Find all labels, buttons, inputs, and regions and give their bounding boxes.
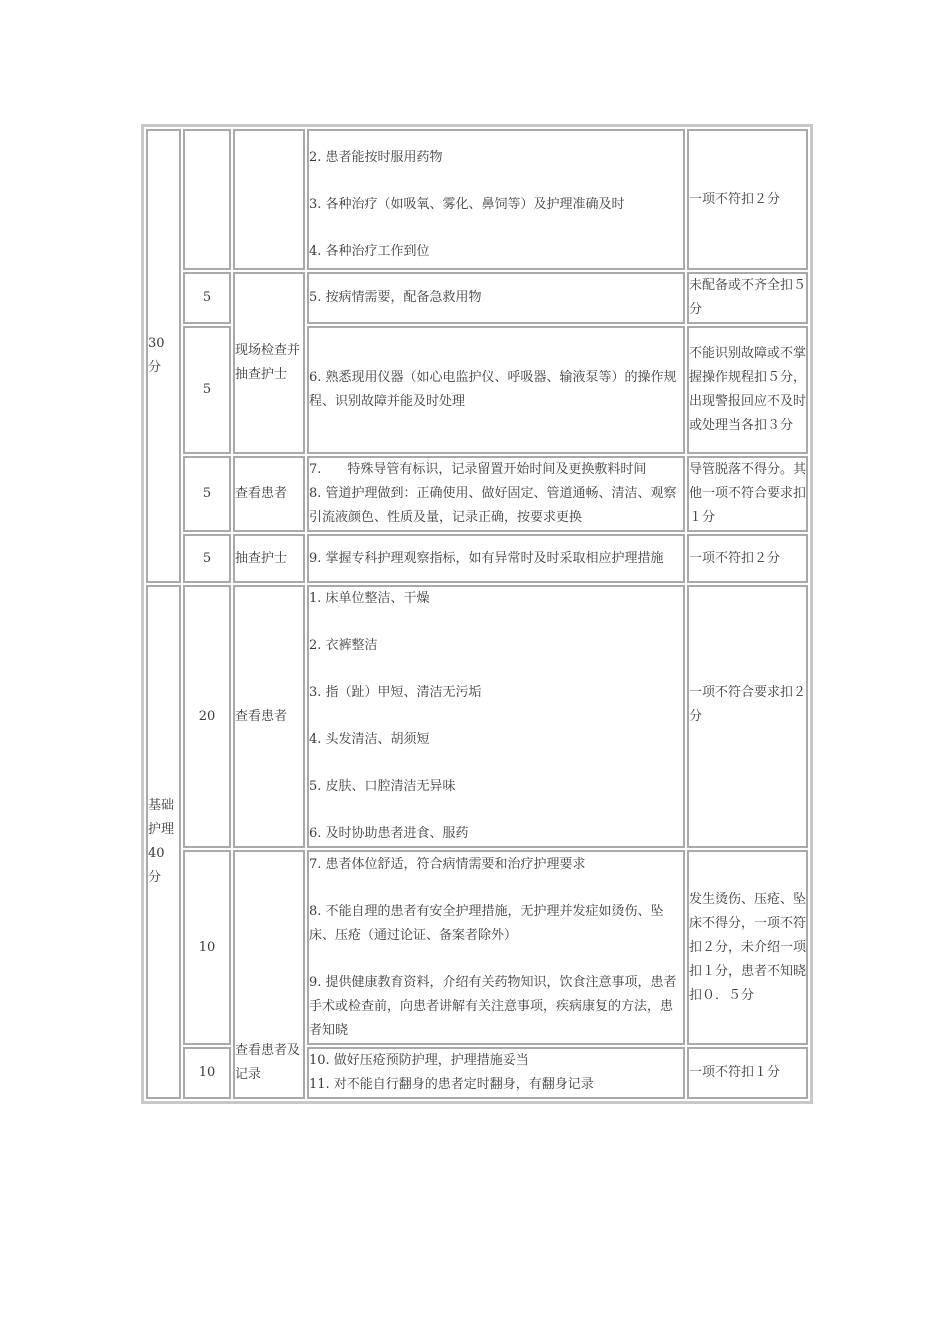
list-item: 10. 做好压疮预防护理，护理措施妥当 — [309, 1053, 529, 1068]
list-item: 9. 掌握专科护理观察指标，如有异常时及时采取相应护理措施 — [309, 550, 664, 566]
list-item: 8. 管道护理做到：正确使用、做好固定、管道通畅、清洁、观察引流液颜色、性质及量，记录正确，按要求更换 — [309, 486, 677, 525]
list-item: 6. 及时协助患者进食、服药 — [309, 826, 469, 841]
items-cell — [307, 1047, 685, 1099]
score-cell: 5 — [183, 272, 231, 324]
method-cell — [233, 129, 305, 270]
list-item: 9. 提供健康教育资料，介绍有关药物知识，饮食注意事项，患者手术或检查前，向患者讲解有关注意事项，疾病康复的方法，患者知晓 — [309, 974, 677, 1038]
items-cell — [307, 850, 685, 1045]
list-item: 3. 指（趾）甲短、清洁无污垢 — [309, 685, 482, 700]
table-row — [146, 850, 808, 1045]
score-cell: 5 — [183, 534, 231, 583]
list-item: 7. 患者体位舒适，符合病情需要和治疗护理要求 — [309, 856, 586, 872]
deduction-cell — [687, 585, 808, 848]
score-cell — [183, 129, 231, 270]
method-cell: 查看患者 — [233, 585, 305, 848]
list-item: 11. 对不能自行翻身的患者定时翻身，有翻身记录 — [309, 1077, 594, 1092]
list-item: 5. 皮肤、口腔清洁无异味 — [309, 779, 456, 794]
score-cell: 10 — [183, 1047, 231, 1099]
items-cell — [307, 534, 685, 583]
list-item: 4. 各种治疗工作到位 — [309, 244, 430, 259]
table-row — [146, 456, 808, 532]
method-text: 查看患者及记录 — [235, 1043, 301, 1082]
list-item: 2. 衣裤整洁 — [309, 638, 378, 653]
score-cell: 5 — [183, 456, 231, 532]
category-cell: 30 分 — [146, 129, 181, 583]
list-item: 4. 头发清洁、胡须短 — [309, 732, 430, 747]
table-row — [146, 129, 808, 270]
category-cell: 基础护理40 分 — [146, 585, 181, 1099]
nursing-evaluation-table — [141, 124, 813, 1104]
deduction-cell: 一项不符扣２分 — [687, 534, 808, 583]
list-item: 2. 患者能按时服用药物 — [309, 150, 443, 165]
score-cell: 20 — [183, 585, 231, 848]
deduction-cell: 一项不符扣１分 — [687, 1047, 808, 1099]
table-row — [146, 585, 808, 848]
method-cell: 现场检查并抽查护士 — [233, 272, 305, 454]
list-item: 8. 不能自理的患者有安全护理措施，无护理并发症如烫伤、坠床、压疮（通过论证、备案者除外） — [309, 903, 664, 943]
list-item: 1. 床单位整洁、干燥 — [309, 591, 430, 606]
deduction-cell: 不能识别故障或不掌握操作规程扣５分，出现警报回应不及时或处理当各扣３分 — [687, 326, 808, 454]
table-row — [146, 534, 808, 583]
deduction-cell: 未配备或不齐全扣５ 分 — [687, 272, 808, 324]
items-cell — [307, 585, 685, 848]
deduction-cell: 导管脱落不得分。其他一项不符合要求扣１分 — [687, 456, 808, 532]
method-cell: 抽查护士 — [233, 534, 305, 583]
items-cell — [307, 272, 685, 324]
items-cell — [307, 129, 685, 270]
method-cell: 查看患者 — [233, 456, 305, 532]
items-cell — [307, 326, 685, 454]
deduction-text: 一项不符合要求扣２分 — [689, 684, 807, 724]
list-item: 6. 熟悉现用仪器（如心电监护仪、呼吸器、输液泵等）的操作规程、识别故障并能及时处理 — [309, 370, 677, 409]
deduction-cell: 发生烫伤、压疮、坠床不得分，一项不符扣２分，未介绍一项扣１分，患者不知晓扣０．５分 — [687, 850, 808, 1045]
score-cell: 5 — [183, 326, 231, 454]
table-row — [146, 272, 808, 324]
list-item: 3. 各种治疗（如吸氧、雾化、鼻饲等）及护理准确及时 — [309, 197, 625, 212]
list-item: 7. 特殊导管有标识，记录留置开始时间及更换敷料时间 — [309, 462, 647, 477]
method-cell — [233, 850, 305, 1099]
score-cell: 10 — [183, 850, 231, 1045]
deduction-cell: 一项不符扣２分 — [687, 129, 808, 270]
list-item: 5. 按病情需要，配备急救用物 — [309, 290, 482, 305]
items-cell — [307, 456, 685, 532]
